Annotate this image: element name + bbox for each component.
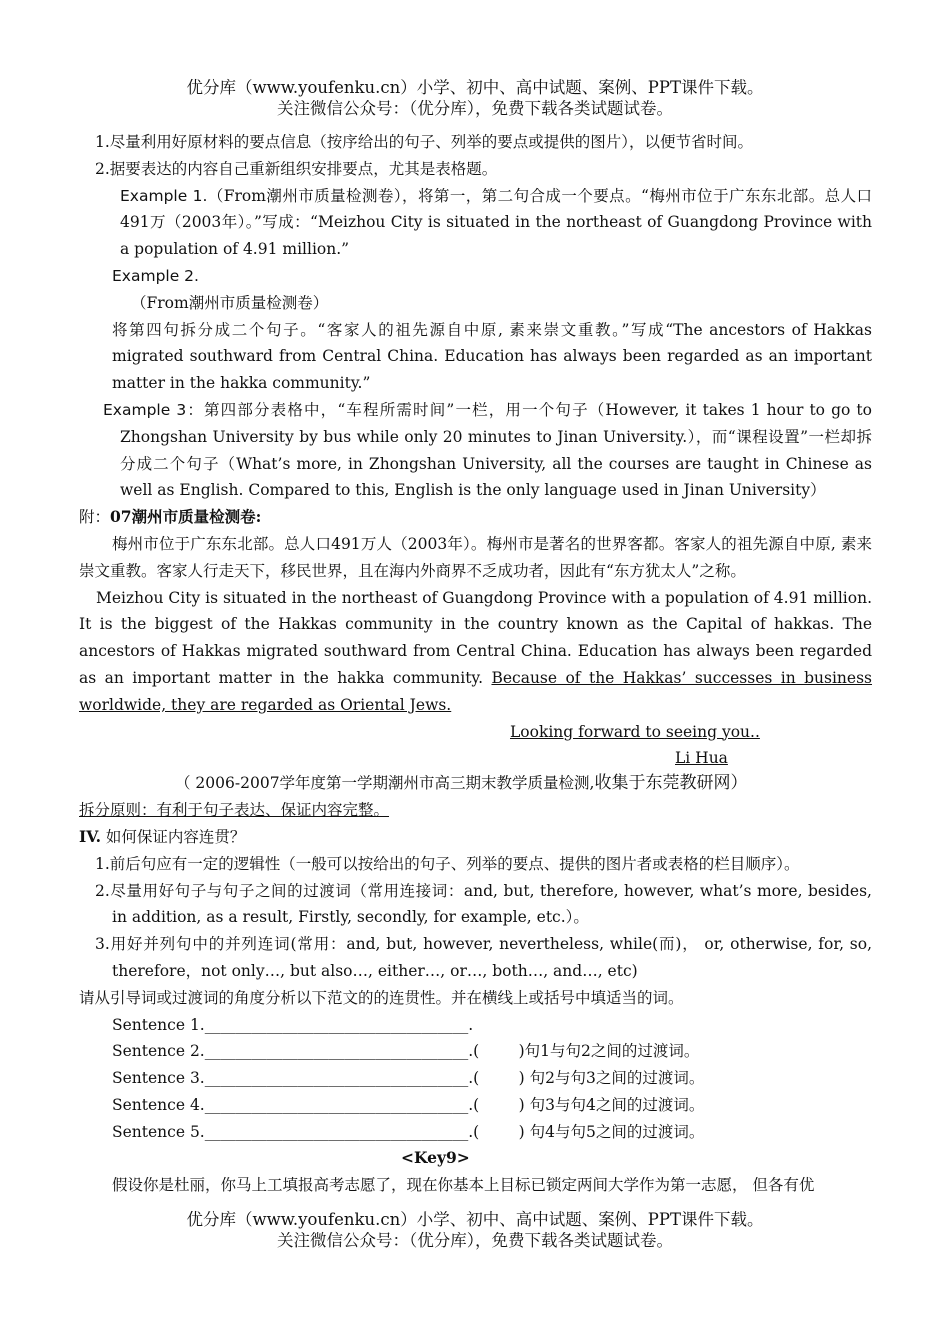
last-paragraph: 假设你是杜丽，你马上工填报高考志愿了，现在你基本上目标已锁定两间大学作为第一志愿， 但各有优 [112,1176,815,1195]
appendix-chinese: 梅州市位于广东东北部。总人口491万人（2003年）。梅州市是著名的世界客都。客家人的祖先源自中原, 素来崇文重教。客家人行走天下，移民世界，且在海内外商界不乏成功者，因此有“东方犹太人”之称。 [79,534,872,580]
tip-2: 2.据要表达的内容自己重新组织安排要点，尤其是表格题。 [95,159,498,178]
signature: Li Hua [675,749,728,768]
sentence-blank-2[interactable]: Sentence 2.__________________________________.( )句1与句2之间的过渡词。 [112,1042,700,1061]
sentence-blank-4[interactable]: Sentence 4.__________________________________.( ) 句3与句4之间的过渡词。 [112,1095,705,1114]
example-1 [79,183,872,263]
section-4-item-2: 2.尽量用好句子与句子之间的过渡词（常用连接词：and, but, therefore, however, what’s more, besides, in addition, as a result, Firstly, secondly, for example, etc.）。 [95,881,872,927]
example-2-text: 将第四句拆分成二个句子。“客家人的祖先源自中原, 素来崇文重教。”写成“The ancestors of Hakkas migrated southward from Central China. Education has always been regarded as an important matter in the hakka community.” [112,320,872,393]
sentence-blank-3[interactable]: Sentence 3.__________________________________.( ) 句2与句3之间的过渡词。 [112,1069,705,1088]
page-footer [0,1209,950,1251]
example-2-source: （From潮州市质量检测卷） [131,293,329,312]
page-header [0,77,950,119]
example-2-label: Example 2. [112,266,199,285]
split-principle: 拆分原则：有利于句子表达、保证内容完整。 [79,801,390,820]
header-line-2: 关注微信公众号：（优分库），免费下载各类试题试卷。 [277,99,673,118]
example-1-text: （From潮州市质量检测卷），将第一，第二句合成一个要点。“梅州市位于广东东北部。总人口491万（2003年）。”写成：“Meizhou City is situated in the northeast of Guangdong Province with a population of 4.91 million.” [120,186,873,259]
footer-line-2: 关注微信公众号：（优分库），免费下载各类试题试卷。 [277,1231,673,1250]
closing-line: Looking forward to seeing you.. [510,722,760,741]
section-4-item-3: 3.用好并列句中的并列连词(常用：and, but, however, nevertheless, while(而)， or, otherwise, for, so, therefore，not only…, but also…, either…, or…, both…, and…, etc) [95,935,872,980]
example-1-label: Example 1. [120,186,208,205]
example-3 [79,397,872,504]
document-body [79,129,872,1199]
sentence-blank-5[interactable]: Sentence 5.__________________________________.( ) 句4与句5之间的过渡词。 [112,1122,705,1141]
appendix-label: 附：07潮州市质量检测卷: [79,507,262,527]
appendix-english-underlined: Because of the Hakkas’ successes in business worldwide, they are regarded as Oriental Jews. [79,668,872,714]
header-line-1: 优分库（www.youfenku.cn）小学、初中、高中试题、案例、PPT课件下载。 [186,78,764,97]
section-4-heading: IV. 如何保证内容连贯？ [79,826,246,846]
tip-1: 1.尽量利用好原材料的要点信息（按序给出的句子、列举的要点或提供的图片），以便节省时间。 [95,133,754,151]
appendix-english: Meizhou City is situated in the northeast of Guangdong Province with a population of 4.91 million. It is the biggest of the Hakkas community in the country known as the Capital of hakkas. The ancestors of Hakkas migrated southward from Central China. Education has always been regarded as an important matter in the hakka community. Because of the Hakkas’ successes in business worldwide, they are regarded as Oriental Jews. [79,588,872,714]
sentence-blank-1[interactable]: Sentence 1.__________________________________. [112,1015,474,1034]
source-note: （ 2006-2007学年度第一学期潮州市高三期末教学质量检测,收集于东莞教研网） [175,773,748,794]
section-4-instruction: 请从引导词或过渡词的角度分析以下范文的的连贯性。并在横线上或括号中填适当的词。 [79,988,684,1007]
footer-line-1: 优分库（www.youfenku.cn）小学、初中、高中试题、案例、PPT课件下载。 [186,1210,764,1229]
example-3-label: Example 3 [103,400,187,419]
example-3-text: ：第四部分表格中，“车程所需时间”一栏，用一个句子（However, it takes 1 hour to go to Zhongshan University by bus while only 20 minutes to Jinan University.），而“课程设置”一栏却拆分成二个句子（What’s more, in Zhongshan University, all the courses are taught in Chinese as well as English. Compared to this, English is the only language used in Jinan University） [120,400,872,500]
section-4-item-1: 1.前后句应有一定的逻辑性（一般可以按给出的句子、列举的要点、提供的图片者或表格的栏目顺序）。 [95,854,800,873]
key-label: <Key9> [401,1148,470,1168]
